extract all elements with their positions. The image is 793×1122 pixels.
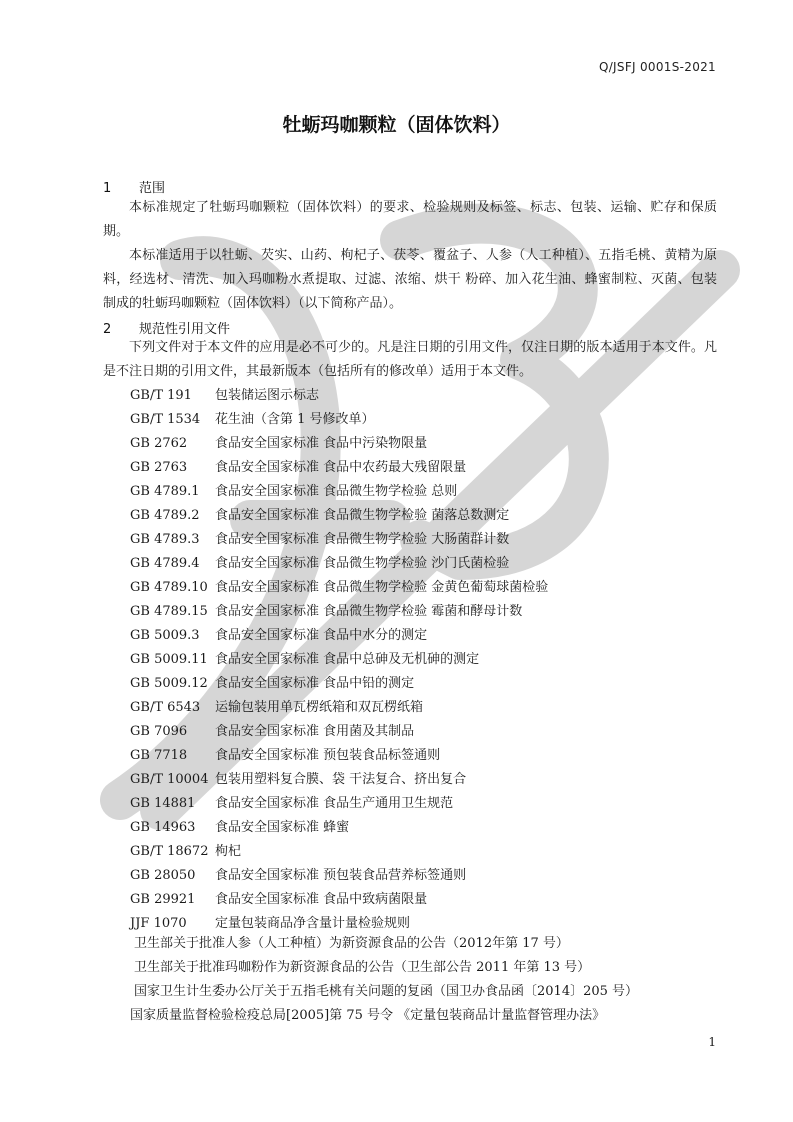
notice-item: 卫生部关于批准人参（人工种植）为新资源食品的公告（2012年第 17 号）: [134, 936, 569, 951]
reference-title: 枸杞: [215, 844, 242, 859]
reference-title: 食品安全国家标准 食品中农药最大残留限量: [215, 460, 467, 475]
reference-code: GB 5009.3: [130, 628, 200, 643]
notice-item: 国家质量监督检验检疫总局[2005]第 75 号令 《定量包装商品计量监督管理办法》: [130, 1008, 606, 1023]
reference-title: 食品安全国家标准 食品微生物学检验 大肠菌群计数: [215, 532, 510, 547]
reference-code: GB 4789.2: [130, 508, 200, 523]
reference-title: 食品安全国家标准 食品微生物学检验 霉菌和酵母计数: [215, 604, 523, 619]
reference-item: [130, 744, 730, 768]
reference-code: GB 5009.11: [130, 652, 208, 667]
reference-item: [130, 624, 730, 648]
reference-item: [130, 840, 730, 864]
reference-title: 食品安全国家标准 蜂蜜: [215, 820, 350, 835]
reference-item: [130, 600, 730, 624]
reference-title: 食品安全国家标准 食品微生物学检验 总则: [215, 484, 458, 499]
reference-code: GB/T 191: [130, 388, 192, 403]
scope-paragraph-1: 本标准规定了牡蛎玛咖颗粒（固体饮料）的要求、检验规则及标签、标志、包装、运输、贮存和保质期。: [103, 200, 717, 239]
reference-item: [130, 408, 730, 432]
section-number: 1: [103, 181, 112, 196]
reference-title: 食品安全国家标准 食品微生物学检验 金黄色葡萄球菌检验: [215, 580, 549, 595]
reference-code: GB 28050: [130, 868, 196, 883]
normative-paragraph: 下列文件对于本文件的应用是必不可少的。凡是注日期的引用文件，仅注日期的版本适用于本文件。凡是不注日期的引用文件，其最新版本（包括所有的修改单）适用于本文件。: [103, 340, 717, 379]
reference-title: 食品安全国家标准 预包装食品标签通则: [215, 748, 441, 763]
notice-list: [130, 932, 730, 1028]
section-title: 规范性引用文件: [139, 322, 231, 337]
reference-title: 食品安全国家标准 预包装食品营养标签通则: [215, 868, 467, 883]
reference-code: GB 4789.10: [130, 580, 208, 595]
reference-code: GB 2763: [130, 460, 188, 475]
reference-item: [130, 384, 730, 408]
reference-code: GB 4789.1: [130, 484, 200, 499]
reference-list: [130, 384, 730, 936]
notice-item: 国家卫生计生委办公厅关于五指毛桃有关问题的复函（国卫办食品函〔2014〕205 号）: [134, 984, 639, 999]
reference-item: [130, 672, 730, 696]
reference-item: [130, 720, 730, 744]
section-2-heading: [103, 318, 230, 337]
reference-code: GB/T 18672: [130, 844, 209, 859]
reference-title: 食品安全国家标准 食品微生物学检验 沙门氏菌检验: [215, 556, 510, 571]
reference-title: 食品安全国家标准 食品微生物学检验 菌落总数测定: [215, 508, 510, 523]
standard-code: Q/JSFJ 0001S-2021: [598, 60, 716, 74]
reference-item: [130, 648, 730, 672]
reference-title: 定量包装商品净含量计量检验规则: [215, 916, 411, 931]
reference-code: GB 5009.12: [130, 676, 208, 691]
scope-paragraph-2: 本标准适用于以牡蛎、芡实、山药、枸杞子、茯苓、覆盆子、人参（人工种植）、五指毛桃、黄精为原料，经选材、清洗、加入玛咖粉水煮提取、过滤、浓缩、烘干 粉碎、加入花生油、蜂蜜制粒、灭菌、包装制成的牡蛎玛咖颗粒（固体饮料）（以下简称产品）。: [103, 248, 717, 311]
reference-title: 包装储运图示标志: [215, 388, 320, 403]
reference-code: GB 2762: [130, 436, 188, 451]
reference-item: [130, 528, 730, 552]
reference-code: GB 7096: [130, 724, 188, 739]
reference-code: GB 29921: [130, 892, 196, 907]
reference-title: 花生油（含第 1 号修改单）: [215, 412, 375, 427]
reference-title: 包装用塑料复合膜、袋 干法复合、挤出复合: [215, 772, 467, 787]
reference-code: GB/T 6543: [130, 700, 201, 715]
section-number: 2: [103, 322, 112, 337]
reference-code: GB 14963: [130, 820, 196, 835]
reference-item: [130, 552, 730, 576]
reference-code: GB/T 10004: [130, 772, 209, 787]
page-number: 1: [708, 1035, 716, 1049]
reference-code: GB/T 1534: [130, 412, 201, 427]
reference-item: [130, 576, 730, 600]
reference-title: 食品安全国家标准 食用菌及其制品: [215, 724, 415, 739]
reference-title: 食品安全国家标准 食品中致病菌限量: [215, 892, 428, 907]
document-title: 牡蛎玛咖颗粒（固体饮料）: [282, 114, 511, 136]
reference-title: 食品安全国家标准 食品中污染物限量: [215, 436, 428, 451]
section-title: 范围: [139, 181, 166, 196]
reference-code: JJF 1070: [130, 916, 187, 931]
reference-item: [130, 864, 730, 888]
reference-item: [130, 696, 730, 720]
reference-item: [130, 792, 730, 816]
reference-item: [130, 768, 730, 792]
reference-code: GB 7718: [130, 748, 188, 763]
reference-code: GB 4789.15: [130, 604, 208, 619]
reference-title: 运输包装用单瓦楞纸箱和双瓦楞纸箱: [215, 700, 424, 715]
reference-item: [130, 432, 730, 456]
reference-title: 食品安全国家标准 食品中水分的测定: [215, 628, 428, 643]
section-1-heading: [103, 177, 165, 196]
reference-code: GB 4789.4: [130, 556, 200, 571]
reference-item: [130, 480, 730, 504]
reference-title: 食品安全国家标准 食品中铅的测定: [215, 676, 415, 691]
notice-item: 卫生部关于批准玛咖粉作为新资源食品的公告（卫生部公告 2011 年第 13 号）: [134, 960, 591, 975]
reference-title: 食品安全国家标准 食品生产通用卫生规范: [215, 796, 454, 811]
reference-item: [130, 816, 730, 840]
reference-code: GB 14881: [130, 796, 196, 811]
reference-title: 食品安全国家标准 食品中总砷及无机砷的测定: [215, 652, 480, 667]
reference-item: [130, 504, 730, 528]
reference-item: [130, 456, 730, 480]
reference-item: [130, 888, 730, 912]
reference-code: GB 4789.3: [130, 532, 200, 547]
